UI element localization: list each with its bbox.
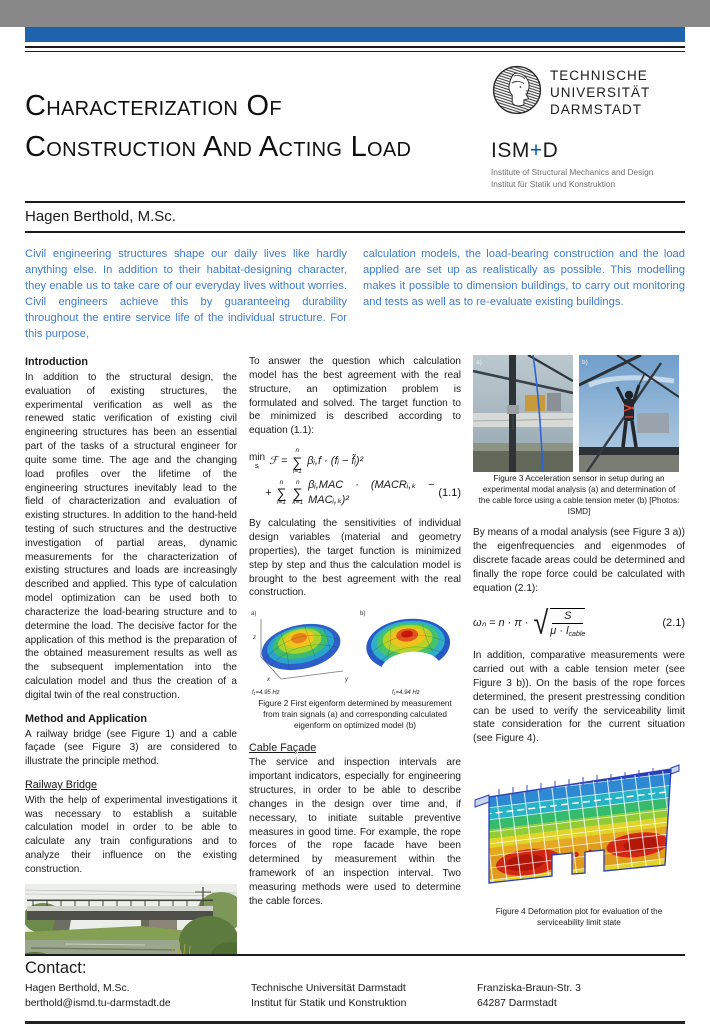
column-right xyxy=(473,355,685,955)
figure3-caption: Figure 3 Acceleration sensor in setup during an experimental modal analysis (a) and determination of the cable force using a cable tension meter (b) [Photos: ISMD] xyxy=(473,474,685,517)
institute-name-en: Institute of Structural Mechanics and Design xyxy=(491,166,685,178)
contact-person xyxy=(25,981,251,1012)
tu-darmstadt-athena-icon xyxy=(491,64,543,116)
min-operator: min sᵢ xyxy=(249,453,265,470)
heading-method-application: Method and Application xyxy=(25,712,237,727)
introduction-text: In addition to the structural design, the evaluation of existing structures, the experimental verification as well as the renewed static verification of existing civil engineering structures has been an essential part of the tasks of a structural engineer for quite some time. The age and the changing load profiles over the lifetime of the engineering structures inevitably lead to the field of characterization and evaluation of existing structures. In addition to the hand-held testing of such structures and the destructive investigation of partial areas, dynamic measurements for the characterization of existing structures and loads are increasingly described and applied. This type of calculation model optimization can be used both to characterize the load-bearing structure and to determine the load. The decisive factor for the application of this method is the preparation of the obtained measurement results as well as the subsequent implementation into the calculation model and thus the creation of a digital twin of the real construction. xyxy=(25,371,237,703)
title-line-1: Characterization Of xyxy=(25,86,411,127)
fig2a-x-axis-label: x xyxy=(266,677,271,683)
university-wordmark xyxy=(550,64,650,119)
optimization-text: To answer the question which calculation model has the best agreement with the real structure, an optimization problem is formulated and solved. The target function to be minimized is described according to equation (1.1): xyxy=(249,355,461,438)
title-line-2: Construction And Acting Load xyxy=(25,127,411,168)
heading-cable-facade: Cable Façade xyxy=(249,741,461,756)
abstract xyxy=(25,246,685,342)
poster-body xyxy=(25,355,685,955)
figure2-caption: Figure 2 First eigenform determined by measurement from train signals (a) and corresponding calculated eigenform on optimized model (b) xyxy=(249,699,461,731)
logo-block xyxy=(491,52,685,192)
contact-institution xyxy=(251,981,477,1012)
fig2a-z-axis-label: z xyxy=(252,635,256,641)
fig3a-label: a) xyxy=(476,359,482,366)
sensitivities-text: By calculating the sensitivities of individual design variables (material and geometry properties), the target function is minimized step by step and thus the calculation model is brought to the best agreement with the real construction. xyxy=(249,517,461,600)
author-band xyxy=(25,201,685,233)
top-blue-bar xyxy=(25,27,685,42)
column-middle xyxy=(249,355,461,955)
figure3b-cable-tension-meter-photo xyxy=(579,355,679,472)
figure3a-acceleration-sensor-photo xyxy=(473,355,573,472)
university-line: DARMSTADT xyxy=(550,102,650,119)
column-left xyxy=(25,355,237,955)
eq2-lhs: ωₙ = n · π · xyxy=(473,616,528,631)
figure4-deformation-plot xyxy=(473,753,680,905)
figure-4 xyxy=(473,753,685,929)
eq1-term1: βᵢ,f · (fᵢ − f̃ᵢ)² xyxy=(307,454,363,469)
modal-analysis-text: By means of a modal analysis (see Figure 3 a)) the eigenfrequencies and eigenmodes of discrete facade areas could be determined and finally the rope force could be calculated with equation (2.1): xyxy=(473,526,685,595)
fig3b-label: b) xyxy=(582,359,588,366)
ismd-plus: + xyxy=(530,139,543,162)
fig2a-y-axis-label: y xyxy=(344,677,349,683)
figure2b-eigenform-surface-plot xyxy=(358,607,461,697)
figure1-railway-bridge-photo xyxy=(25,884,237,955)
sum-operator: n ∑ i=1 xyxy=(292,448,302,475)
cable-facade-text: The service and inspection intervals are important indicators, especially for engineering structures, in order to be able to describe changes in the design over time and, if necessary, to initiate suitable preventive measures in good time. For example, the rope forces of the rope facade have been determined by measurement within the framework of an inspection interval. Two measuring methods were used to determine the cable forces. xyxy=(249,756,461,908)
fig2b-frequency-label: f₁=4.94 Hz xyxy=(392,690,420,696)
method-text: A railway bridge (see Figure 1) and a cable façade (see Figure 3) are considered to illustrate the principle method. xyxy=(25,728,237,769)
eq1-term2: βᵢ,MAC · (MACRᵢ,ₖ − MACᵢ,ₖ)² xyxy=(308,478,434,508)
equation-1-1 xyxy=(249,448,461,508)
eq1-lhs: ℱ = xyxy=(269,454,287,469)
contact-section xyxy=(25,954,685,1024)
radical-sign: √ xyxy=(533,607,548,639)
abstract-column-1: Civil engineering structures shape our daily lives like hardly anything else. In addition to their habitat-designing character, they enable us to take care of our everyday lives without worries. Civil engineers achieve this by guaranteeing durability throughout the entire service life of the individual structure. For this purpose, xyxy=(25,246,347,342)
figure2a-eigenform-surface-plot xyxy=(249,607,352,697)
equation-2-1 xyxy=(473,608,685,640)
eq2-number: (2.1) xyxy=(662,616,685,631)
poster-header xyxy=(25,52,685,192)
fig2a-frequency-label: f₁=4.95 Hz xyxy=(252,690,280,696)
fig2a-label: a) xyxy=(251,611,256,617)
eq1-plus: + xyxy=(265,486,271,501)
comparative-measurements-text: In addition, comparative measurements were carried out with a cable tension meter (see Figure 3 b)). On the basis of the rope forces determined, the present prestressing condition can be used to verify the serviceability limit state consideration for the current situation (see Figure 4). xyxy=(473,649,685,746)
railway-bridge-text: With the help of experimental investigations it was necessary to establish a suitable calculation model in order to be able to calculate any train configurations and to analyze their influence on the existing construction. xyxy=(25,794,237,877)
figure4-caption: Figure 4 Deformation plot for evaluation of the serviceability limit state xyxy=(473,907,685,929)
sum-operator: n ∑ i=1 xyxy=(276,480,286,507)
contact-city: 64287 Darmstadt xyxy=(477,996,685,1012)
contact-street: Franziska-Braun-Str. 3 xyxy=(477,981,685,997)
heading-introduction: Introduction xyxy=(25,355,237,370)
contact-address xyxy=(477,981,685,1012)
contact-heading: Contact: xyxy=(25,959,685,978)
poster-title xyxy=(25,86,411,192)
contact-institute: Institut für Statik und Konstruktion xyxy=(251,996,477,1012)
ismd-logo: ISM+D xyxy=(491,139,685,163)
contact-name: Hagen Berthold, M.Sc. xyxy=(25,981,251,997)
university-line: TECHNISCHE xyxy=(550,68,650,85)
author-name: Hagen Berthold, M.Sc. xyxy=(25,208,176,225)
abstract-column-2: calculation models, the load-bearing construction and the load applied are set up as realistically as possible. This modelling makes it possible to dimension buildings, to carry out monitoring and tests as well as to re-evaluate existing buildings. xyxy=(363,246,685,342)
sum-operator: n ∑ k=1 xyxy=(292,480,303,507)
contact-email: berthold@ismd.tu-darmstadt.de xyxy=(25,996,251,1012)
figure-2 xyxy=(249,607,461,731)
institute-name-de: Institut für Statik und Konstruktion xyxy=(491,178,685,190)
institute-names xyxy=(491,166,685,190)
contact-university: Technische Universität Darmstadt xyxy=(251,981,477,997)
figure-3 xyxy=(473,355,685,517)
heading-railway-bridge: Railway Bridge xyxy=(25,778,237,793)
eq2-fraction: $\frac{S}{\text{μ · lcable}}$ xyxy=(550,608,585,640)
eq1-number: (1.1) xyxy=(438,486,461,501)
university-line: UNIVERSITÄT xyxy=(550,85,650,102)
figure-1 xyxy=(25,884,237,955)
fig2b-label: b) xyxy=(360,611,365,617)
